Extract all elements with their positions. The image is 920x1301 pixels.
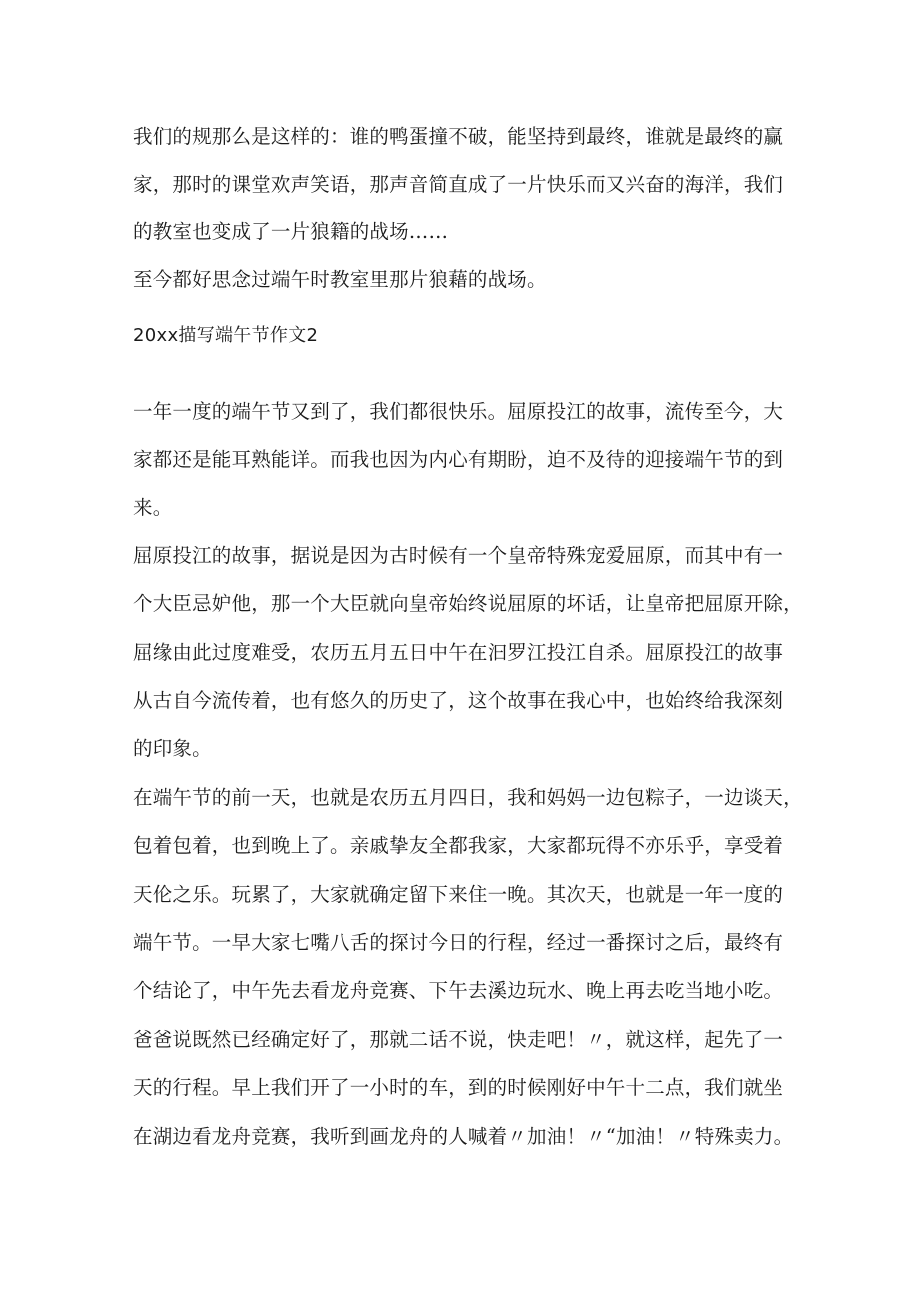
- text-line: 屈缘由此过度难受，农历五月五日中午在汩罗江投江自杀。屈原投江的故事: [133, 641, 784, 664]
- section-heading: 20xx描写端午节作文2: [133, 325, 319, 346]
- text-line: 天伦之乐。玩累了，大家就确定留下来住一晚。其次天，也就是一年一度的: [133, 883, 784, 906]
- text-line: 爸爸说既然已经确定好了，那就二话不说，快走吧！〃，就这样，起先了一: [133, 1028, 784, 1051]
- text-line: 的印象。: [133, 737, 212, 760]
- text-line: 天的行程。早上我们开了一小时的车，到的时候刚好中午十二点，我们就坐: [133, 1076, 784, 1099]
- text-line: 个结论了，中午先去看龙舟竞赛、下午去溪边玩水、晚上再去吃当地小吃。: [133, 979, 784, 1002]
- text-line: 在湖边看龙舟竞赛，我听到画龙舟的人喊着〃加油！〃“加油！〃特殊卖力。: [133, 1125, 794, 1148]
- text-line: 包着包着，也到晚上了。亲戚挚友全都我家，大家都玩得不亦乐乎，享受着: [133, 834, 784, 857]
- text-line: 从古自今流传着，也有悠久的历史了，这个故事在我心中，也始终给我深刻: [133, 689, 784, 712]
- text-line: 家，那时的课堂欢声笑语，那声音简直成了一片快乐而又兴奋的海洋，我们: [133, 173, 784, 196]
- text-line: 个大臣忌妒他，那一个大臣就向皇帝始终说屈原的坏话，让皇帝把屈原开除，: [133, 592, 803, 615]
- text-line: 我们的规那么是这样的：谁的鸭蛋撞不破，能坚持到最终，谁就是最终的赢: [133, 125, 784, 148]
- text-line: 端午节。一早大家七嘴八舌的探讨今日的行程，经过一番探讨之后，最终有: [133, 931, 784, 954]
- text-line: 来。: [133, 496, 173, 519]
- text-line: 家都还是能耳熟能详。而我也因为内心有期盼，迫不及待的迎接端午节的到: [133, 448, 784, 471]
- text-line: 的教室也变成了一片狼籍的战场……: [133, 220, 449, 243]
- text-line: 一年一度的端午节又到了，我们都很快乐。屈原投江的故事，流传至今，大: [133, 400, 784, 423]
- text-line: 在端午节的前一天，也就是农历五月四日，我和妈妈一边包粽子，一边谈天，: [133, 786, 803, 809]
- text-line: 屈原投江的故事，据说是因为古时候有一个皇帝特殊宠爱屈原，而其中有一: [133, 544, 784, 567]
- text-line: 至今都好思念过端午时教室里那片狼藉的战场。: [133, 268, 547, 291]
